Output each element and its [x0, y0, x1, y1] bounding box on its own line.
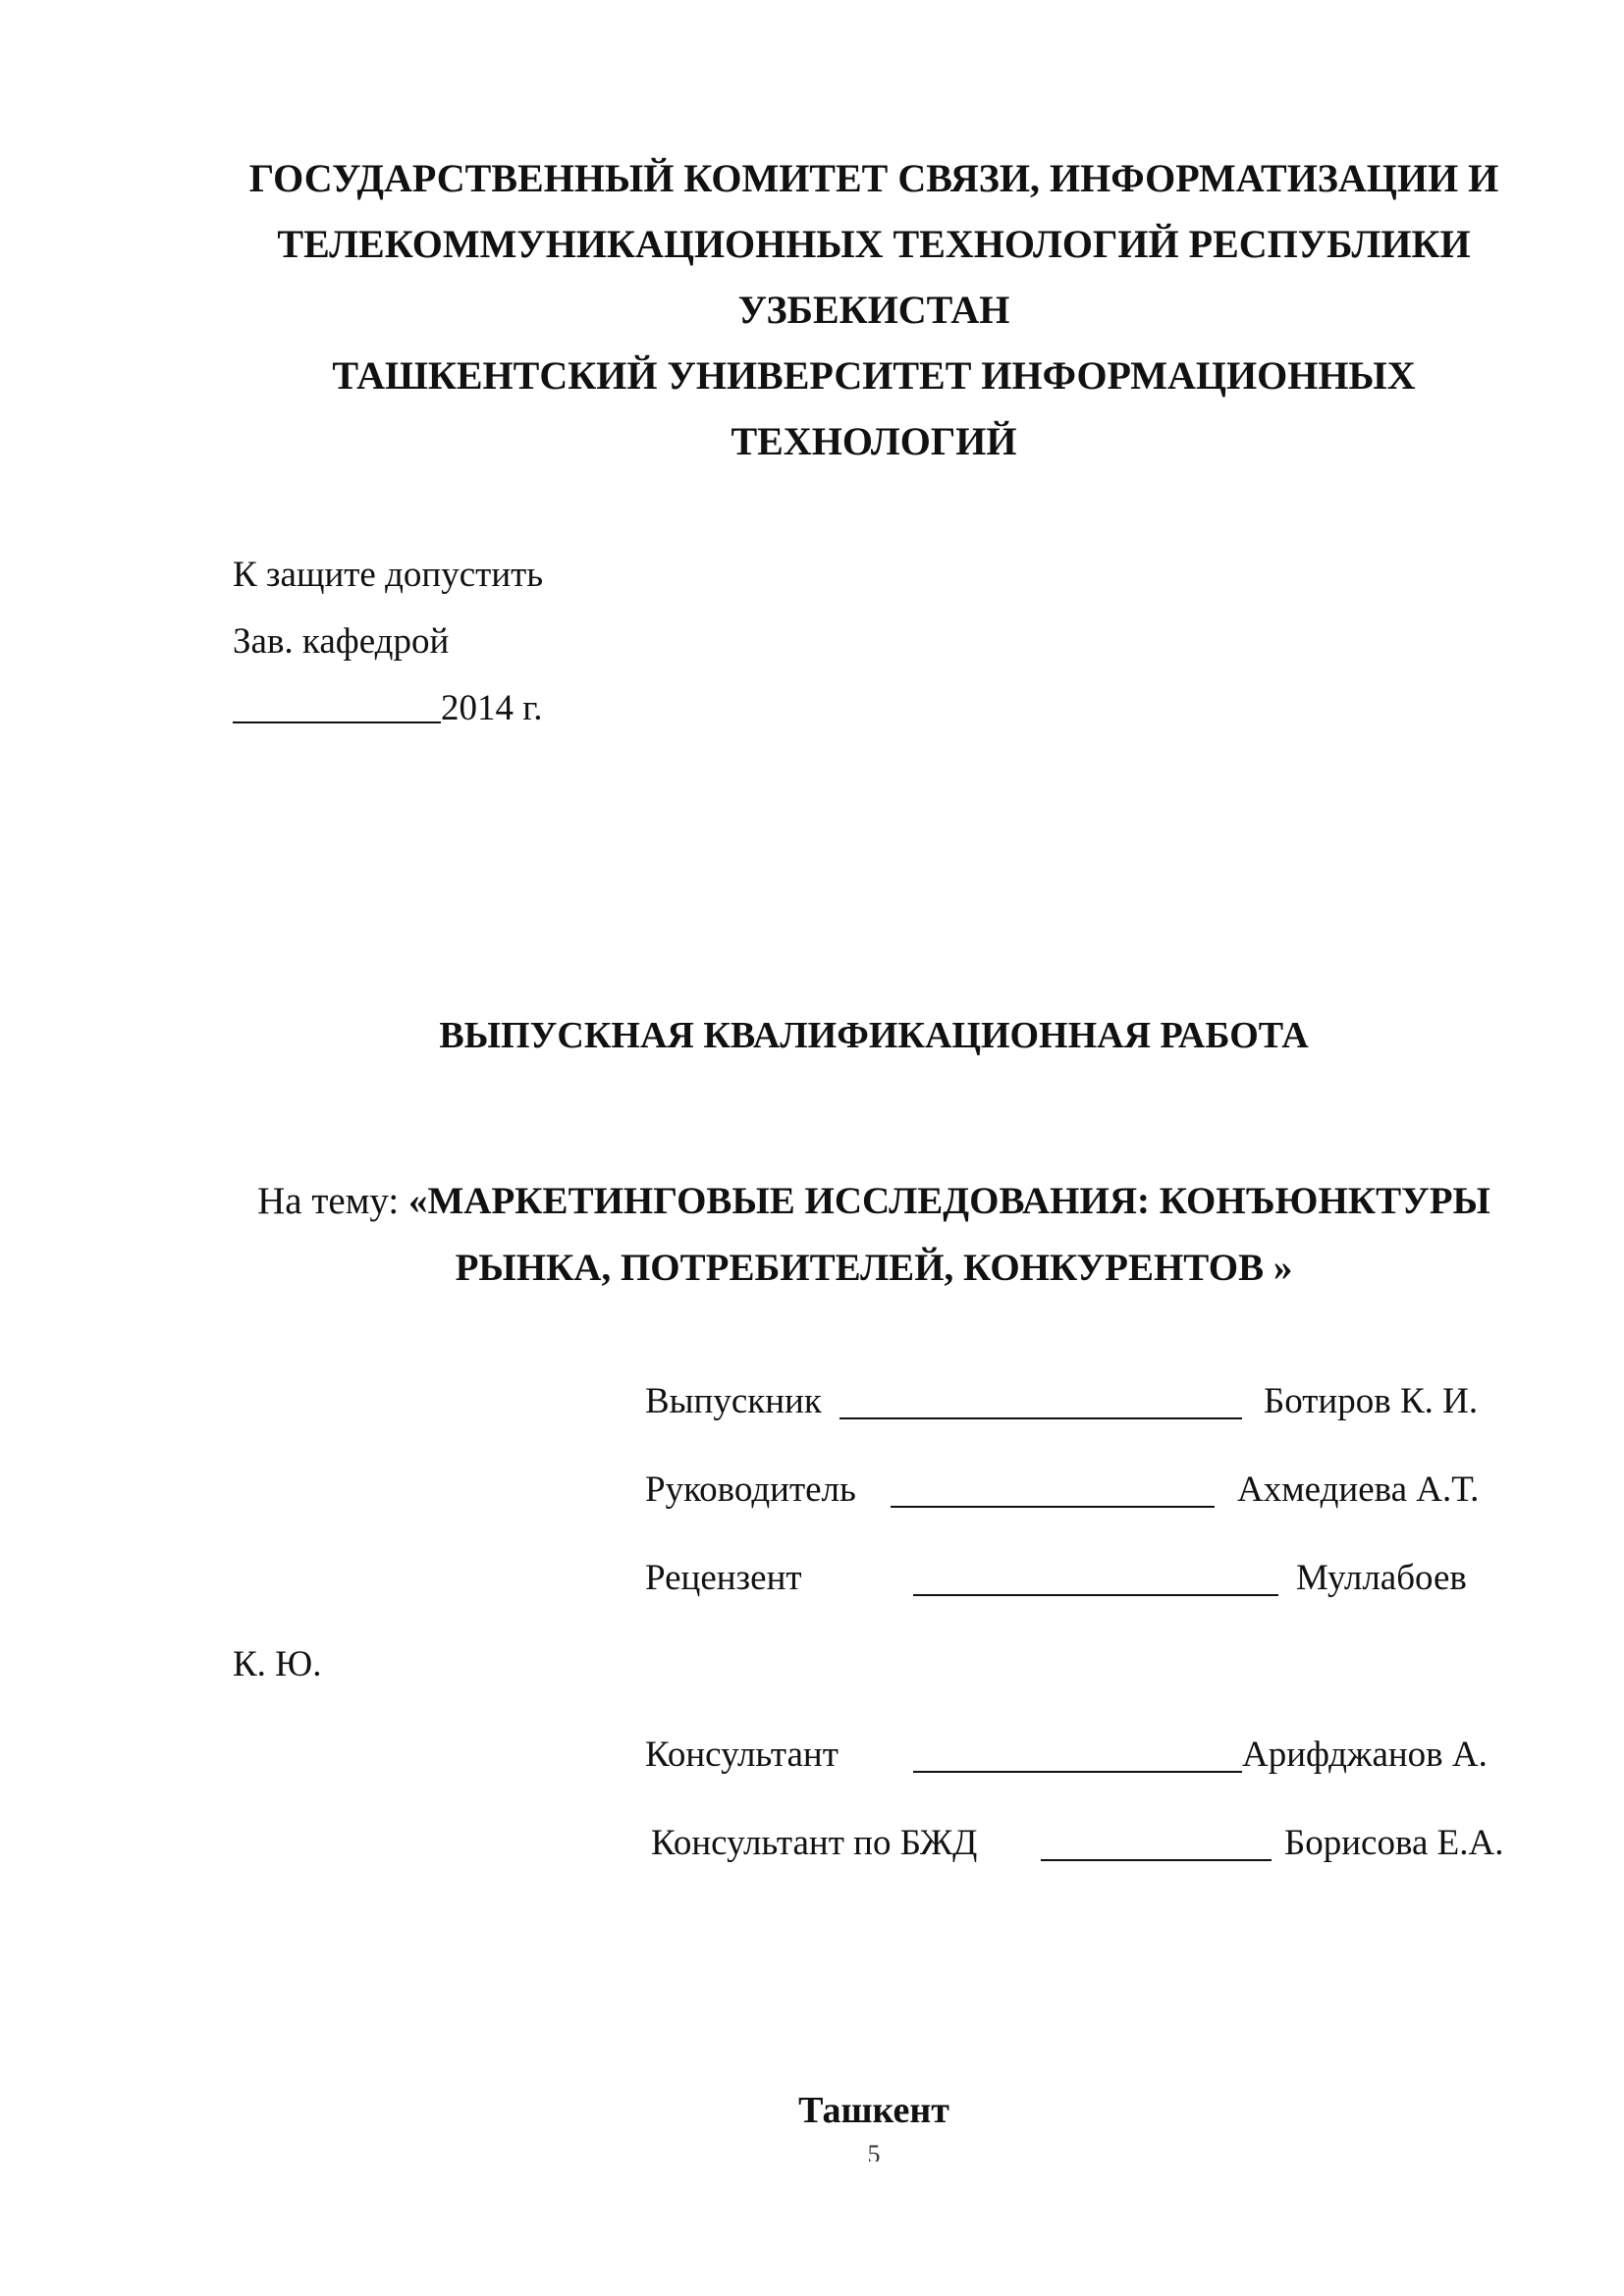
approval-date-line	[233, 675, 543, 742]
signature-name: Борисова Е.А.	[1284, 1823, 1504, 1863]
header-line: ТЕЛЕКОММУНИКАЦИОННЫХ ТЕХНОЛОГИЙ РЕСПУБЛИКИ	[277, 222, 1471, 266]
header-line: УЗБЕКИСТАН	[737, 288, 1010, 332]
signature-row-safety-consultant	[651, 1820, 1535, 1869]
signature-role: Рецензент	[645, 1558, 802, 1598]
signature-row-reviewer	[645, 1555, 1529, 1604]
header-line: ГОСУДАРСТВЕННЫЙ КОМИТЕТ СВЯЗИ, ИНФОРМАТИЗАЦИИ И	[248, 156, 1499, 200]
work-title: ВЫПУСКНАЯ КВАЛИФИКАЦИОННАЯ РАБОТА	[439, 1015, 1309, 1056]
organization-header	[196, 145, 1551, 474]
signature-blank	[913, 1594, 1278, 1596]
signature-name: Муллабоев	[1296, 1558, 1467, 1598]
signature-name: Ахмедиева А.Т.	[1237, 1469, 1480, 1510]
approval-block	[233, 542, 543, 742]
signature-role: Руководитель	[645, 1469, 856, 1510]
signature-blank	[913, 1771, 1242, 1773]
signature-blank	[1041, 1859, 1272, 1861]
signature-name: Арифджанов А.	[1242, 1735, 1488, 1775]
signature-row-graduate	[645, 1378, 1529, 1427]
signature-blank	[839, 1417, 1242, 1419]
signature-role: Выпускник	[645, 1381, 822, 1421]
reviewer-initials: К. Ю.	[233, 1644, 322, 1684]
signature-name: Ботиров К. И.	[1264, 1381, 1479, 1421]
signature-role: Консультант по БЖД	[651, 1823, 978, 1863]
city: Ташкент	[798, 2090, 949, 2131]
approval-head: Зав. кафедрой	[233, 621, 450, 662]
header-line: ТАШКЕНТСКИЙ УНИВЕРСИТЕТ ИНФОРМАЦИОННЫХ	[332, 353, 1416, 398]
signature-row-consultant	[645, 1732, 1529, 1781]
topic-block	[196, 1168, 1551, 1302]
approval-admit: К защите допустить	[233, 555, 544, 595]
signature-row-supervisor	[645, 1467, 1529, 1516]
signature-blank	[233, 721, 441, 723]
topic-line-1	[196, 1168, 1551, 1235]
topic-title-part-2: РЫНКА, ПОТРЕБИТЕЛЕЙ, КОНКУРЕНТОВ »	[455, 1247, 1293, 1289]
topic-title-part-1: «МАРКЕТИНГОВЫЕ ИССЛЕДОВАНИЯ: КОНЪЮНКТУРЫ	[407, 1180, 1490, 1222]
signature-role: Консультант	[645, 1735, 839, 1775]
header-line: ТЕХНОЛОГИЙ	[731, 419, 1017, 463]
signature-blank	[891, 1506, 1215, 1508]
approval-year: 2014 г.	[441, 688, 543, 728]
page-number: 5	[867, 2140, 881, 2162]
topic-prefix: На тему:	[257, 1180, 408, 1222]
